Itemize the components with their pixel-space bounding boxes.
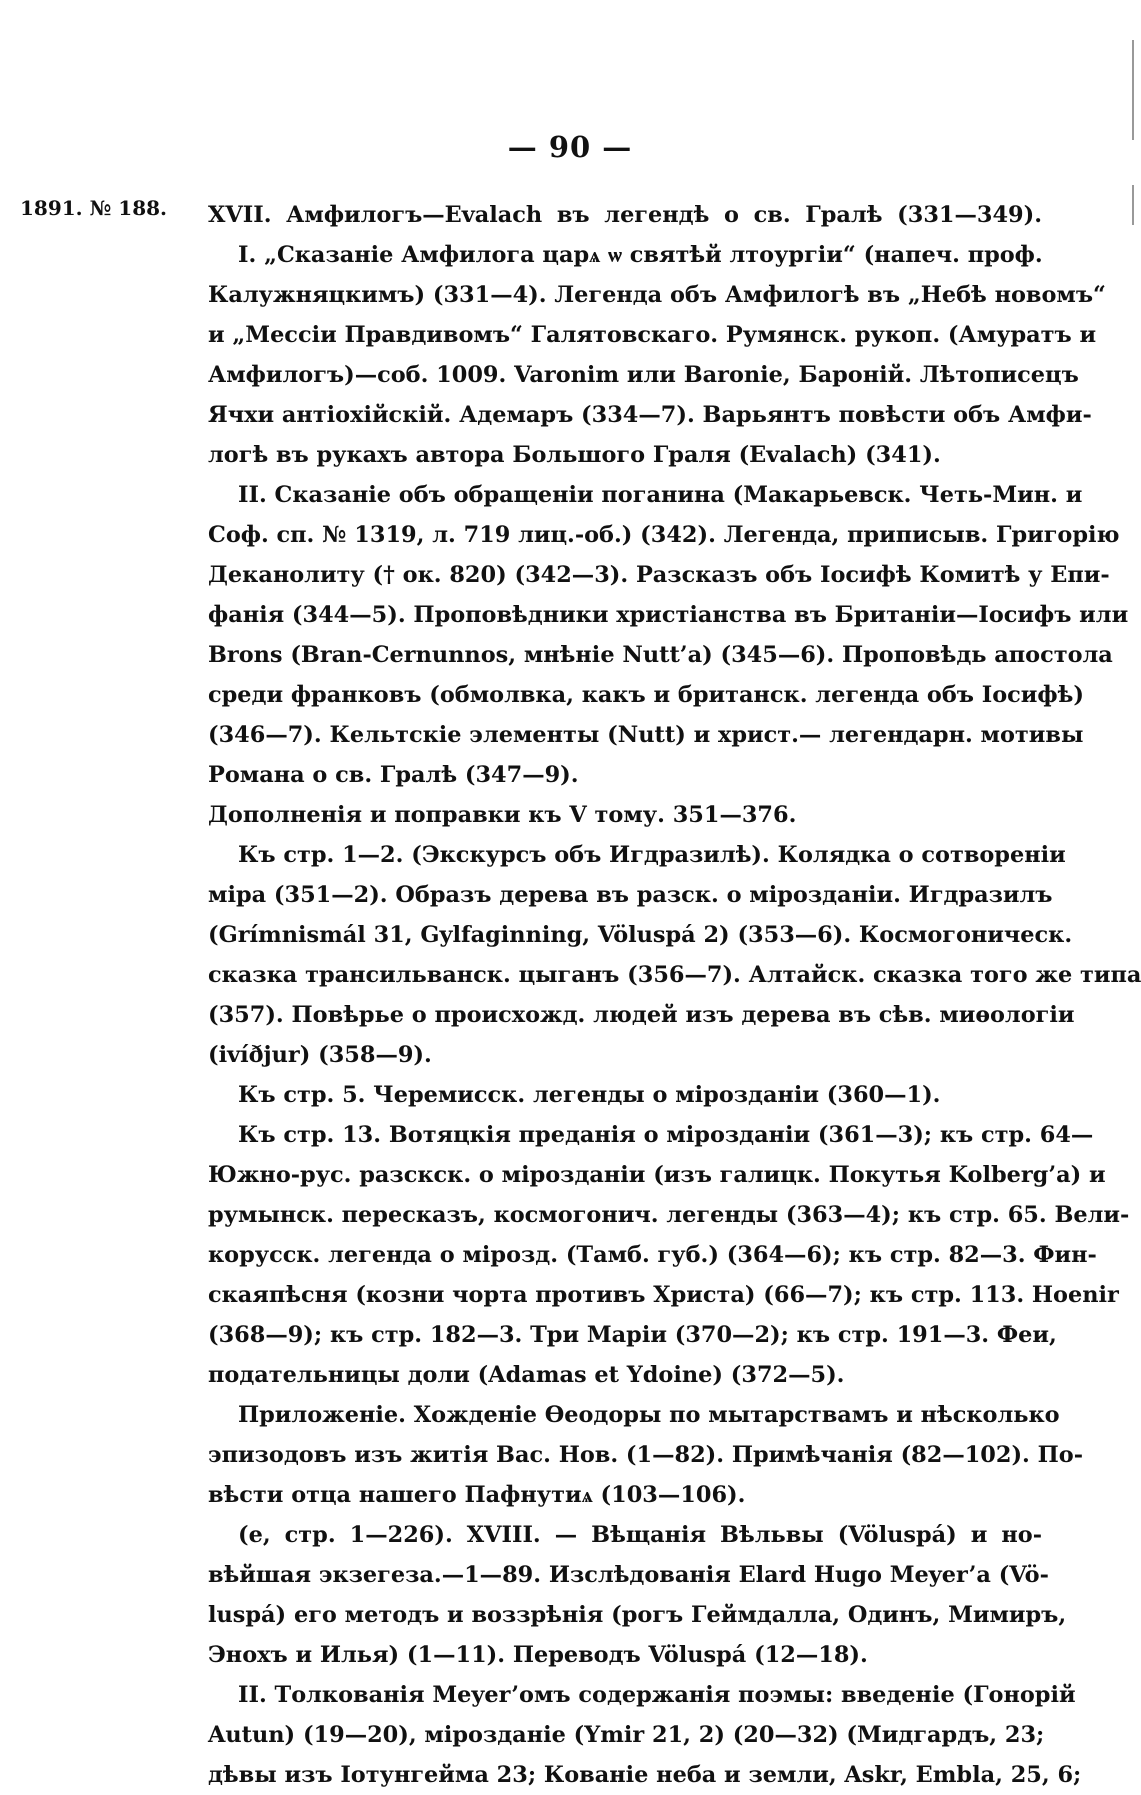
text-line: и „Мессіи Правдивомъ“ Галятовскаго. Румянск. рукоп. (Амуратъ и [208,322,1097,348]
text-line: эпизодовъ изъ житія Вас. Нов. (1—82). Примѣчанія (82—102). По- [208,1442,1084,1468]
text-line: Калужняцкимъ) (331—4). Легенда объ Амфилогѣ въ „Небѣ новомъ“ [208,282,1106,308]
text-line: подательницы доли (Adamas et Ydoine) (372—5). [208,1362,845,1388]
page-edge-rule [1132,40,1134,140]
text-line: (368—9); къ стр. 182—3. Три Маріи (370—2); къ стр. 191—3. Феи, [208,1322,1057,1348]
text-line: корусск. легенда о мірозд. (Тамб. губ.) (364—6); къ стр. 82—3. Фин- [208,1242,1097,1268]
text-line: XVII. Амфилогъ—Evalach въ легендѣ о св. Гралѣ (331—349). [208,202,1042,228]
text-line: Энохъ и Илья) (1—11). Переводъ Völuspá (12—18). [208,1642,868,1668]
text-line: Къ стр. 13. Вотяцкія преданія о мірозданіи (361—3); къ стр. 64— [238,1122,1094,1148]
text-line: (е, стр. 1—226). XVIII. — Вѣщанія Вѣльвы (Völuspá) и но- [238,1522,1042,1548]
text-line: Къ стр. 1—2. (Экскурсъ объ Игдразилѣ). Колядка о сотвореніи [238,842,1066,868]
text-line: логѣ въ рукахъ автора Большого Граля (Evalach) (341). [208,442,941,468]
text-line: міра (351—2). Образъ дерева въ разск. о мірозданіи. Игдразилъ [208,882,1053,908]
text-line: Романа о св. Гралѣ (347—9). [208,762,579,788]
page-edge-rule-lower [1132,185,1134,225]
text-line: II. Толкованія Meyer’омъ содержанія поэмы: введеніе (Гонорій [238,1682,1076,1708]
text-line: Дополненія и поправки къ V тому. 351—376. [208,802,797,828]
text-line: (346—7). Кельтскіе элементы (Nutt) и христ.— легендарн. мотивы [208,722,1084,748]
text-line: вѣсти отца нашего Пафнутиѧ (103—106). [208,1482,746,1508]
text-line: сказка трансильванск. цыганъ (356—7). Алтайск. сказка того же типа [208,962,1141,988]
text-line: (357). Повѣрье о происхожд. людей изъ дерева въ сѣв. миѳологіи [208,1002,1075,1028]
body-text [208,195,1141,1795]
text-line: среди франковъ (обмолвка, какъ и британск. легенда объ Іосифѣ) [208,682,1084,708]
text-line: Деканолиту († ок. 820) (342—3). Разсказъ объ Іосифѣ Комитѣ у Епи- [208,562,1110,588]
text-line: Амфилогъ)—соб. 1009. Varonim или Baronie, Бароній. Лѣтописецъ [208,362,1079,388]
text-line: Къ стр. 5. Черемисск. легенды о мірозданіи (360—1). [238,1082,941,1108]
text-line: Brons (Bran-Cernunnos, мнѣніе Nutt’a) (345—6). Проповѣдь апостола [208,642,1113,668]
text-line: Autun) (19—20), мірозданіе (Ymir 21, 2) (20—32) (Мидгардъ, 23; [208,1722,1045,1748]
margin-note: 1891. № 188. [20,196,168,220]
text-line: (ivíðjur) (358—9). [208,1042,432,1068]
text-line: дѣвы изъ Іотунгейма 23; Кованіе неба и земли, Askr, Embla, 25, 6; [208,1762,1082,1788]
text-line: II. Сказаніе объ обращеніи поганина (Макарьевск. Четь-Мин. и [238,482,1083,508]
text-line: luspá) его методъ и воззрѣнія (рогъ Геймдалла, Одинъ, Мимиръ, [208,1602,1067,1628]
text-line: фанія (344—5). Проповѣдники христіанства въ Британіи—Іосифъ или [208,602,1129,628]
text-line: Приложеніе. Хожденіе Ѳеодоры по мытарствамъ и нѣсколько [238,1402,1060,1428]
text-line: (Grímnismál 31, Gylfaginning, Völuspá 2) (353—6). Космогоническ. [208,922,1073,948]
text-line: Ячхи антіохійскій. Адемаръ (334—7). Варьянтъ повѣсти объ Амфи- [208,402,1092,428]
text-line: скаяпѣсня (козни чорта противъ Христа) (66—7); къ стр. 113. Hoenir [208,1282,1119,1308]
text-line: I. „Сказаніе Амфилога царѧ ѡ святѣй лтоургіи“ (напеч. проф. [238,242,1043,268]
text-line: вѣйшая экзегеза.—1—89. Изслѣдованія Elard Hugo Meyer’a (Vö- [208,1562,1049,1588]
text-line: Южно-рус. разскск. о мірозданіи (изъ галицк. Покутья Kolberg’a) и [208,1162,1106,1188]
text-line: Соф. сп. № 1319, л. 719 лиц.-об.) (342). Легенда, приписыв. Григорію [208,522,1120,548]
text-line: румынск. пересказъ, космогонич. легенды (363—4); къ стр. 65. Вели- [208,1202,1130,1228]
page-number: — 90 — [507,130,633,164]
